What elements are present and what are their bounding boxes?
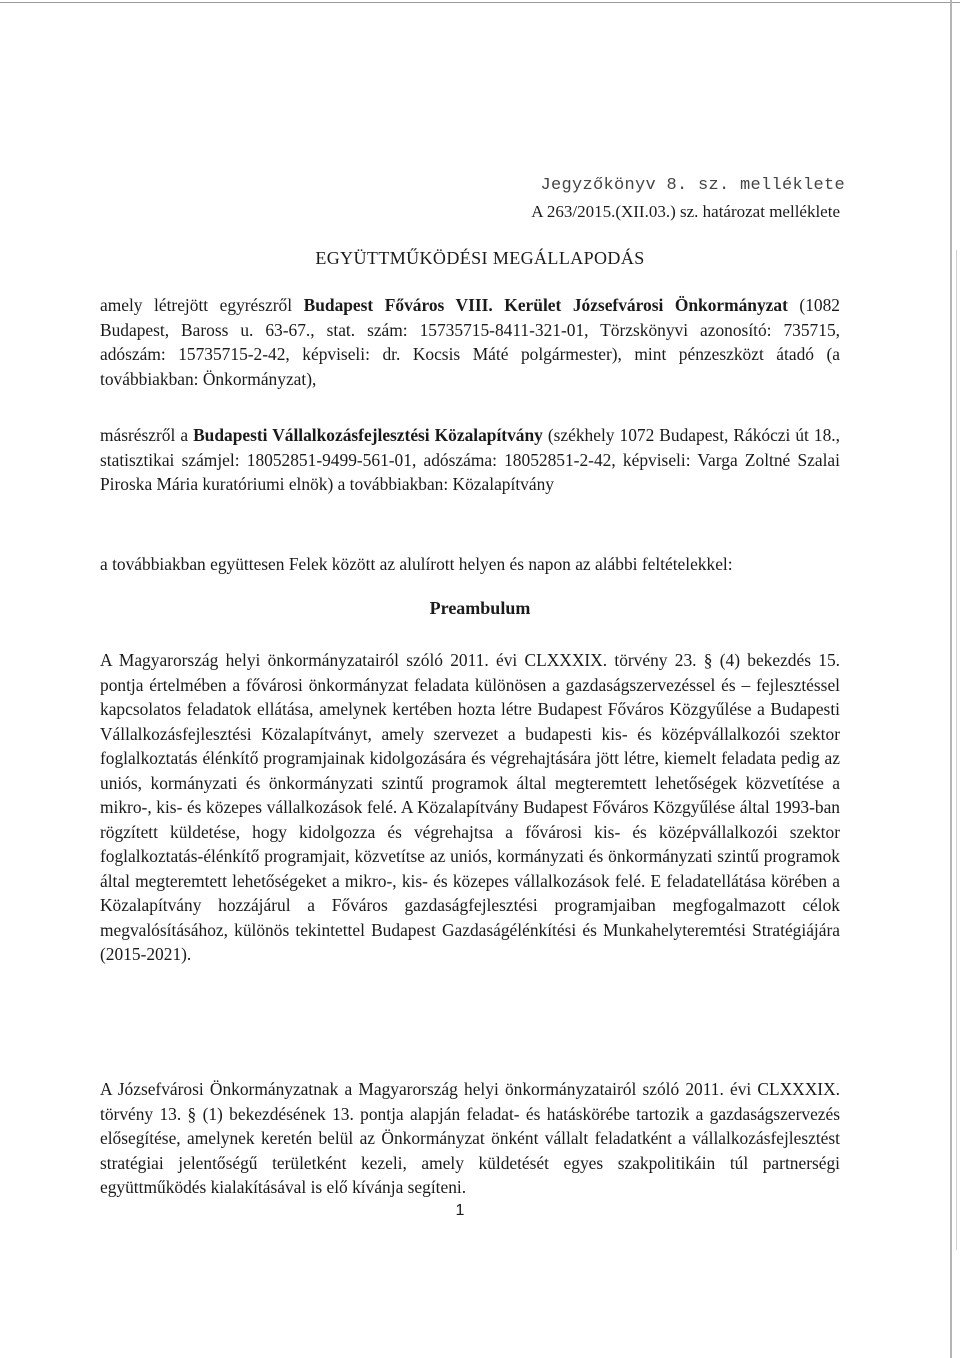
preamble-paragraph-2: A Józsefvárosi Önkormányzatnak a Magyarország helyi önkormányzatairól szóló 2011. évi CLXXXIX. törvény 13. § (1) bekezdésének 13. pontja alapján feladat- és hatáskörébe tartozik a gazdaságszervezés elősegítése, amelynek keretén belül az Önkormányzat önként vállalt feladatként a vállalkozásfejlesztést stratégiai jelentőségű területként kezeli, amely küldetését egyes szakpolitikáin túl partnerségi együttműködés kialakításával is elő kívánja segíteni. — [100, 1079, 840, 1197]
preamble-paragraph-1: A Magyarország helyi önkormányzatairól szóló 2011. évi CLXXXIX. törvény 23. § (4) bekezdés 15. pontja értelmében a fővárosi önkormányzat feladata különösen a gazdaságszervezéssel és – fejlesztéssel kapcsolatos feladatok ellátása, amelynek kertében hozta létre Budapest Főváros Közgyűlése a Budapesti Vállalkozásfejlesztési Közalapítványt, amely szervezet a budapesti kis- és középvállalkozói szektor foglalkoztatás élénkítő programjainak kidolgozására és végrehajtására jött létre, kiemelt feladata pedig az uniós, kormányzati és önkormányzati szintű programok által megteremtett lehetőségek közvetítése a mikro-, kis- és közepes vállalkozások felé. A Közalapítvány Budapest Főváros Közgyűlése által 1993-ban rögzített küldetése, hogy kidolgozza és végrehajtsa a fővárosi kis- és középvállalkozói szektor foglalkoztatás-élénkítő programjait, közvetítse az uniós, kormányzati és önkormányzati szintű programok által megteremtett lehetőségeket a mikro-, kis- és közepes vállalkozások felé. E feladatellátása körében a Közalapítvány hozzájárul a Főváros gazdaságfejlesztési programjaiban megfogalmazott célok megvalósításához, különös tekintettel Budapest Gazdaságélénkítési és Munkahelyteremtési Stratégiájára (2015-2021). — [100, 650, 840, 964]
party-two-paragraph — [100, 423, 840, 497]
scan-edge-right-inner — [956, 250, 957, 1250]
party-two-details: (székhely 1072 Budapest, Rákóczi út 18., statisztikai számjel: 18052851-9499-561-01, adószáma: 18052851-2-42, képviseli: Varga Zoltné Szalai Piroska Mária kuratóriumi elnök) a továbbiakban: Közalapítvány — [100, 425, 840, 494]
joint-clause: a továbbiakban együttesen Felek között az alulírott helyen és napon az alábbi feltételekkel: — [100, 554, 733, 574]
scan-edge-right — [950, 0, 952, 1358]
party-two-intro: másrészről a — [100, 425, 194, 445]
party-one-name: Budapest Főváros VIII. Kerület Józsefvárosi Önkormányzat — [303, 295, 788, 315]
annex-stamp: Jegyzőkönyv 8. sz. melléklete — [540, 176, 845, 195]
scan-edge-top — [0, 2, 960, 3]
document-title: EGYÜTTMŰKÖDÉSI MEGÁLLAPODÁS — [315, 248, 645, 268]
party-one-paragraph — [100, 293, 840, 391]
party-one-intro: amely létrejött egyrészről — [100, 295, 304, 315]
preamble-heading: Preambulum — [429, 598, 531, 618]
party-one-details: (1082 Budapest, Baross u. 63-67., stat. szám: 15735715-8411-321-01, Törzskönyvi azonosító: 735715, adószám: 15735715-2-42, képviseli: dr. Kocsis Máté polgármester), mint pénzeszközt átadó (a továbbiakban: Önkormányzat), — [100, 295, 841, 389]
party-two-name: Budapesti Vállalkozásfejlesztési Közalapítvány — [193, 425, 543, 445]
resolution-reference: A 263/2015.(XII.03.) sz. határozat melléklete — [531, 202, 840, 221]
page-number: 1 — [455, 1202, 465, 1219]
